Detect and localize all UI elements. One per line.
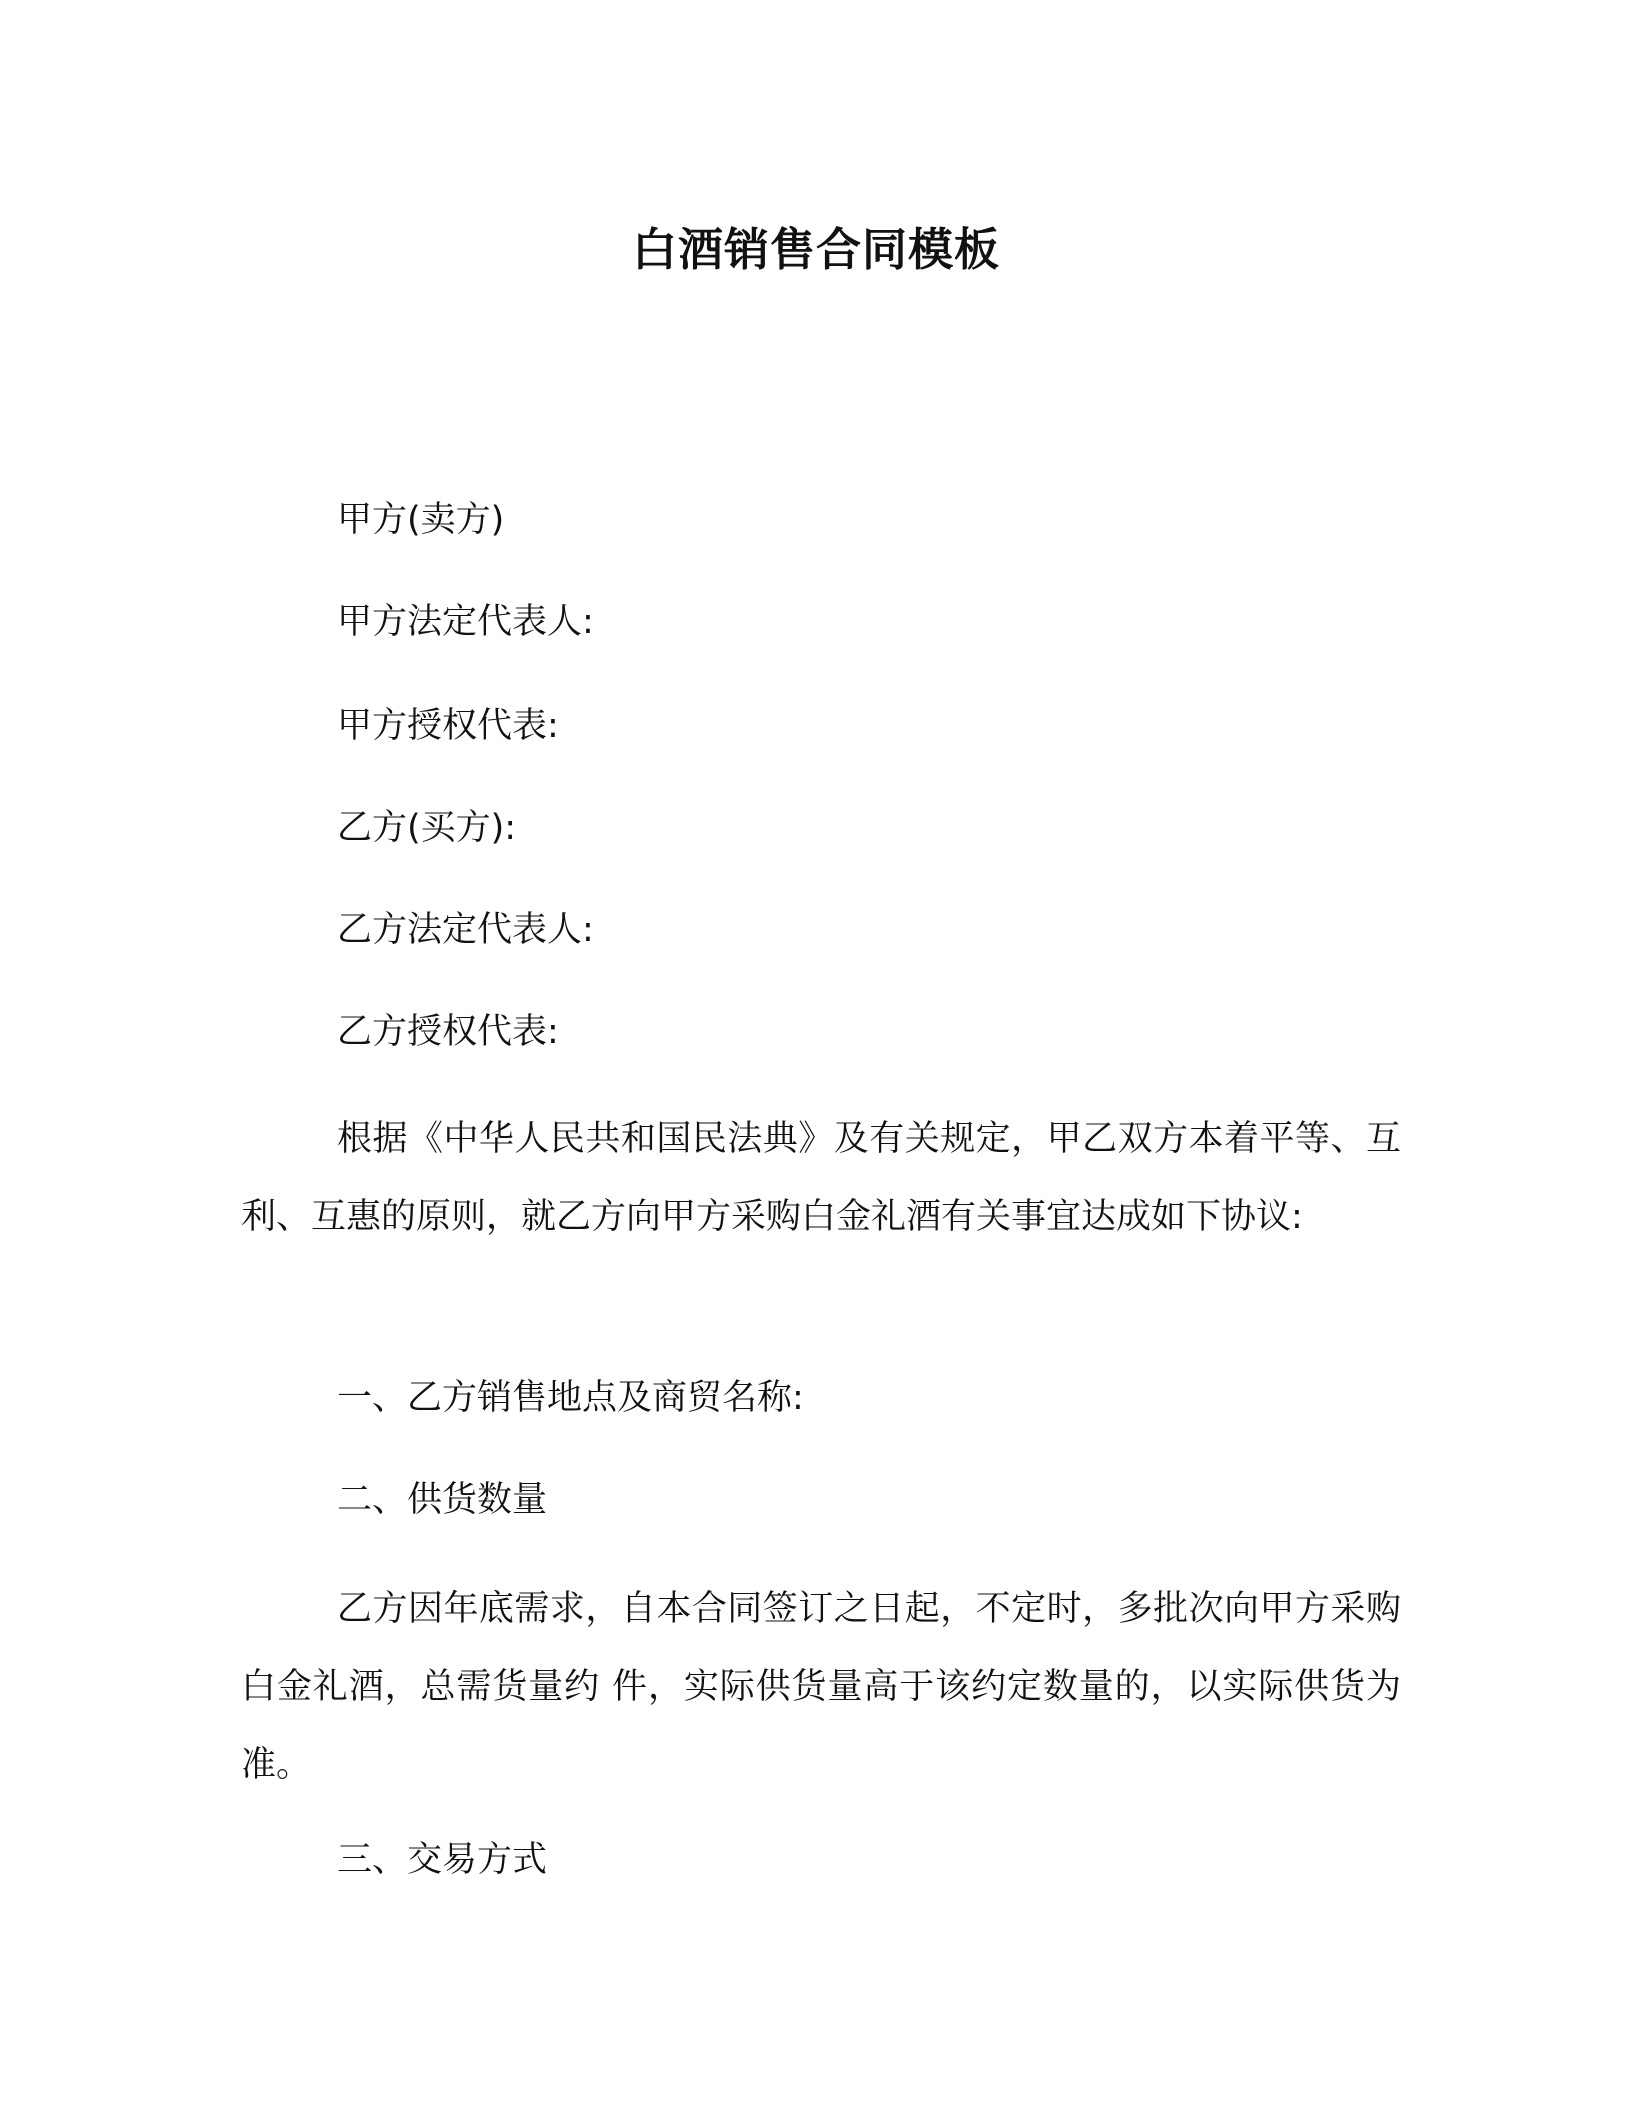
party-a-legal-representative-field: 甲方法定代表人:: [337, 602, 594, 642]
party-b-authorized-representative-field: 乙方授权代表:: [337, 1012, 559, 1052]
party-b-buyer-field: 乙方(买方):: [337, 808, 517, 848]
preamble-paragraph: 根据《中华人民共和国民法典》及有关规定，甲乙双方本着平等、互利、互惠的原则，就乙方向甲方采购白金礼酒有关事宜达成如下协议:: [241, 1119, 1401, 1237]
party-a-authorized-representative-field: 甲方授权代表:: [337, 706, 559, 746]
party-a-seller-field: 甲方(卖方): [337, 500, 505, 540]
party-b-legal-representative-field: 乙方法定代表人:: [337, 910, 594, 950]
document-title: 白酒销售合同模板: [631, 223, 1000, 276]
section-3-heading: 三、交易方式: [337, 1840, 548, 1880]
section-2-body-paragraph: 乙方因年底需求，自本合同签订之日起，不定时，多批次向甲方采购白金礼酒，总需货量约 件，实际供货量高于该约定数量的，以实际供货为准。: [241, 1589, 1401, 1785]
section-1-heading: 一、乙方销售地点及商贸名称:: [337, 1378, 804, 1418]
section-2-heading: 二、供货数量: [337, 1480, 548, 1520]
